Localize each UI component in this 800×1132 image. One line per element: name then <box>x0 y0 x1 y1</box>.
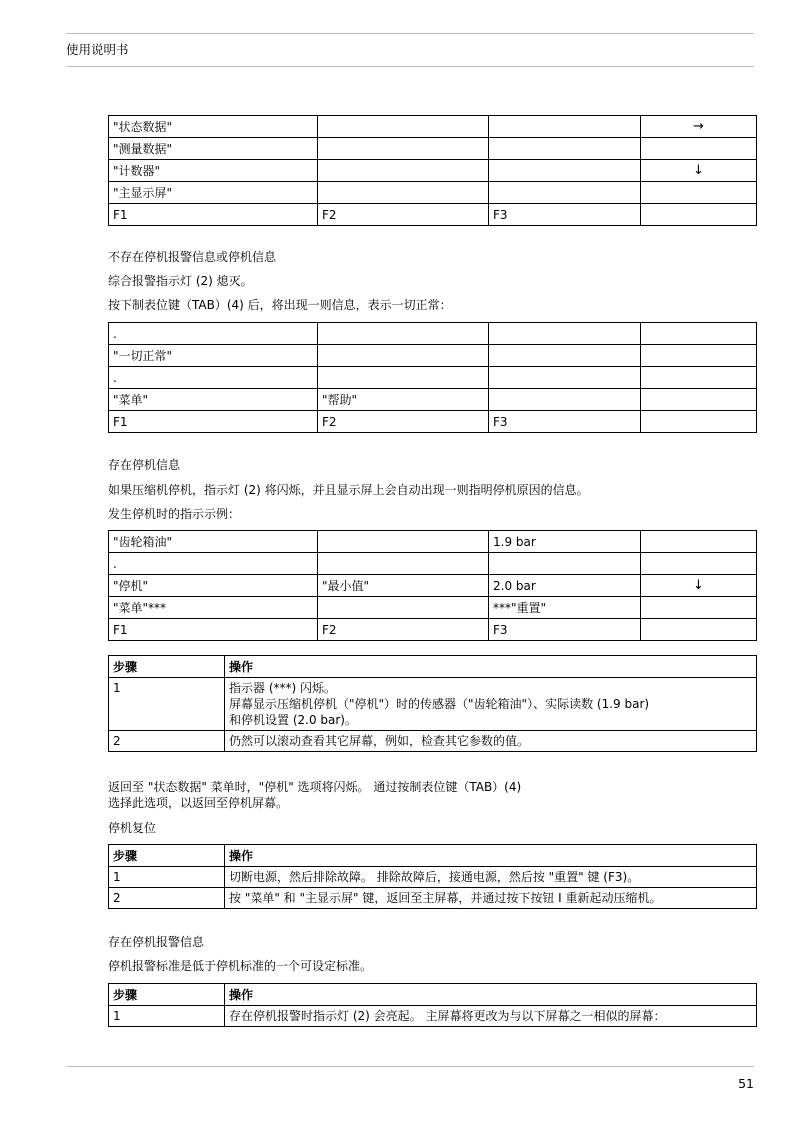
table-cell <box>489 138 641 160</box>
table-row <box>109 182 757 204</box>
table-cell: "齿轮箱油" <box>109 531 318 553</box>
table-cell <box>641 531 757 553</box>
table-cell <box>318 553 489 575</box>
step-action <box>225 731 757 752</box>
table-cell <box>489 160 641 182</box>
table-cell: ***"重置" <box>489 597 641 619</box>
table-row <box>109 678 757 731</box>
step-action: 切断电源，然后排除故障。 排除故障后，接通电源，然后按 "重置" 键 (F3)。 <box>225 867 757 888</box>
display-table-status <box>108 115 757 226</box>
table-cell <box>641 389 757 411</box>
table-cell <box>489 367 641 389</box>
column-header-step: 步骤 <box>109 656 225 678</box>
table-cell <box>318 367 489 389</box>
table-row <box>109 867 757 888</box>
paragraph: 停机报警标准是低于停机标准的一个可设定标准。 <box>108 959 373 973</box>
table-header-row <box>109 656 757 678</box>
table-cell <box>641 411 757 433</box>
table-row <box>109 531 757 553</box>
table-cell <box>489 345 641 367</box>
table-cell: "最小值" <box>318 575 489 597</box>
table-cell <box>641 323 757 345</box>
page-header-title: 使用说明书 <box>66 42 129 57</box>
step-number: 2 <box>109 731 225 752</box>
table-cell <box>318 116 489 138</box>
page-number: 51 <box>738 1076 754 1091</box>
paragraph-line: 选择此选项，以返回至停机屏幕。 <box>108 796 289 810</box>
table-cell: "帮助" <box>318 389 489 411</box>
table-cell <box>641 597 757 619</box>
table-cell <box>641 204 757 226</box>
table-row <box>109 1006 757 1027</box>
paragraph: 综合报警指示灯 (2) 熄灭。 <box>108 274 253 288</box>
table-row <box>109 367 757 389</box>
table-cell <box>641 367 757 389</box>
table-cell <box>489 389 641 411</box>
arrow-right-icon: → <box>641 116 757 138</box>
table-row <box>109 888 757 909</box>
table-cell <box>641 138 757 160</box>
paragraph-line: 返回至 "状态数据" 菜单时，"停机" 选项将闪烁。 通过按制表位键（TAB）(4) <box>108 780 522 794</box>
paragraph: 如果压缩机停机，指示灯 (2) 将闪烁，并且显示屏上会自动出现一则指明停机原因的信息。 <box>108 483 589 497</box>
table-cell: "测量数据" <box>109 138 318 160</box>
section-heading-no-alarm: 不存在停机报警信息或停机信息 <box>108 250 277 264</box>
display-table-shutdown-example <box>108 530 757 641</box>
steps-table-shutdown <box>108 655 757 752</box>
step-number: 1 <box>109 1006 225 1027</box>
column-header-step: 步骤 <box>109 845 225 867</box>
table-row <box>109 575 757 597</box>
table-row <box>109 345 757 367</box>
table-cell <box>318 323 489 345</box>
table-cell: "状态数据" <box>109 116 318 138</box>
table-row <box>109 553 757 575</box>
function-key-f1: F1 <box>109 619 318 641</box>
table-row <box>109 411 757 433</box>
function-key-f1: F1 <box>109 204 318 226</box>
step-action: 存在停机报警时指示灯 (2) 会亮起。 主屏幕将更改为与以下屏幕之一相似的屏幕： <box>225 1006 757 1027</box>
table-cell: "菜单"*** <box>109 597 318 619</box>
step-action-line: 指示器 (***) 闪烁。 <box>229 681 336 695</box>
function-key-f2: F2 <box>318 411 489 433</box>
function-key-f3: F3 <box>489 619 641 641</box>
steps-table-reset <box>108 844 757 909</box>
table-cell <box>641 619 757 641</box>
arrow-down-icon: ↓ <box>641 160 757 182</box>
table-cell: 1.9 bar <box>489 531 641 553</box>
table-cell <box>318 160 489 182</box>
function-key-f1: F1 <box>109 411 318 433</box>
table-cell <box>318 182 489 204</box>
table-cell <box>318 345 489 367</box>
table-cell: "计数器" <box>109 160 318 182</box>
table-cell <box>489 553 641 575</box>
table-row <box>109 731 757 752</box>
table-cell: . <box>109 553 318 575</box>
step-number: 2 <box>109 888 225 909</box>
step-action: 按 "菜单" 和 "主显示屏" 键，返回至主屏幕，并通过按下按钮 I 重新起动压缩机。 <box>225 888 757 909</box>
table-header-row <box>109 845 757 867</box>
table-cell <box>318 531 489 553</box>
table-cell <box>641 182 757 204</box>
table-row <box>109 116 757 138</box>
table-cell: 2.0 bar <box>489 575 641 597</box>
table-row <box>109 389 757 411</box>
step-action-line: 屏幕显示压缩机停机（"停机"）时的传感器（"齿轮箱油"）、实际读数 (1.9 bar) <box>229 697 650 711</box>
table-cell <box>318 597 489 619</box>
column-header-action: 操作 <box>225 656 757 678</box>
function-key-f3: F3 <box>489 411 641 433</box>
table-row <box>109 138 757 160</box>
paragraph-return <box>108 779 521 811</box>
steps-table-warning <box>108 983 757 1027</box>
arrow-down-icon: ↓ <box>641 575 757 597</box>
function-key-f2: F2 <box>318 204 489 226</box>
table-row <box>109 323 757 345</box>
table-row <box>109 619 757 641</box>
table-cell <box>489 182 641 204</box>
table-cell <box>641 553 757 575</box>
column-header-step: 步骤 <box>109 984 225 1006</box>
function-key-f2: F2 <box>318 619 489 641</box>
step-number: 1 <box>109 678 225 731</box>
table-cell: "菜单" <box>109 389 318 411</box>
table-cell <box>318 138 489 160</box>
display-table-all-ok <box>108 322 757 433</box>
table-row <box>109 597 757 619</box>
table-row <box>109 160 757 182</box>
table-cell: "停机" <box>109 575 318 597</box>
paragraph: 发生停机时的指示示例： <box>108 507 241 521</box>
paragraph: 按下制表位键（TAB）(4) 后，将出现一则信息，表示一切正常： <box>108 298 452 312</box>
section-heading-reset: 停机复位 <box>108 821 157 835</box>
step-number: 1 <box>109 867 225 888</box>
table-cell <box>489 323 641 345</box>
table-cell: . <box>109 367 318 389</box>
table-header-row <box>109 984 757 1006</box>
section-heading-shutdown: 存在停机信息 <box>108 458 181 472</box>
header-divider-top <box>66 33 754 34</box>
table-cell: "主显示屏" <box>109 182 318 204</box>
table-cell <box>489 116 641 138</box>
table-row <box>109 204 757 226</box>
table-cell <box>641 345 757 367</box>
footer-divider <box>66 1066 754 1067</box>
section-heading-shutdown-warning: 存在停机报警信息 <box>108 935 205 949</box>
header-divider-bottom <box>66 66 754 67</box>
function-key-f3: F3 <box>489 204 641 226</box>
column-header-action: 操作 <box>225 845 757 867</box>
step-action-line: 和停机设置 (2.0 bar)。 <box>229 713 357 727</box>
table-cell: "一切正常" <box>109 345 318 367</box>
step-action <box>225 678 757 731</box>
step-action-line: 仍然可以滚动查看其它屏幕，例如，检查其它参数的值。 <box>229 734 530 748</box>
table-cell: . <box>109 323 318 345</box>
column-header-action: 操作 <box>225 984 757 1006</box>
